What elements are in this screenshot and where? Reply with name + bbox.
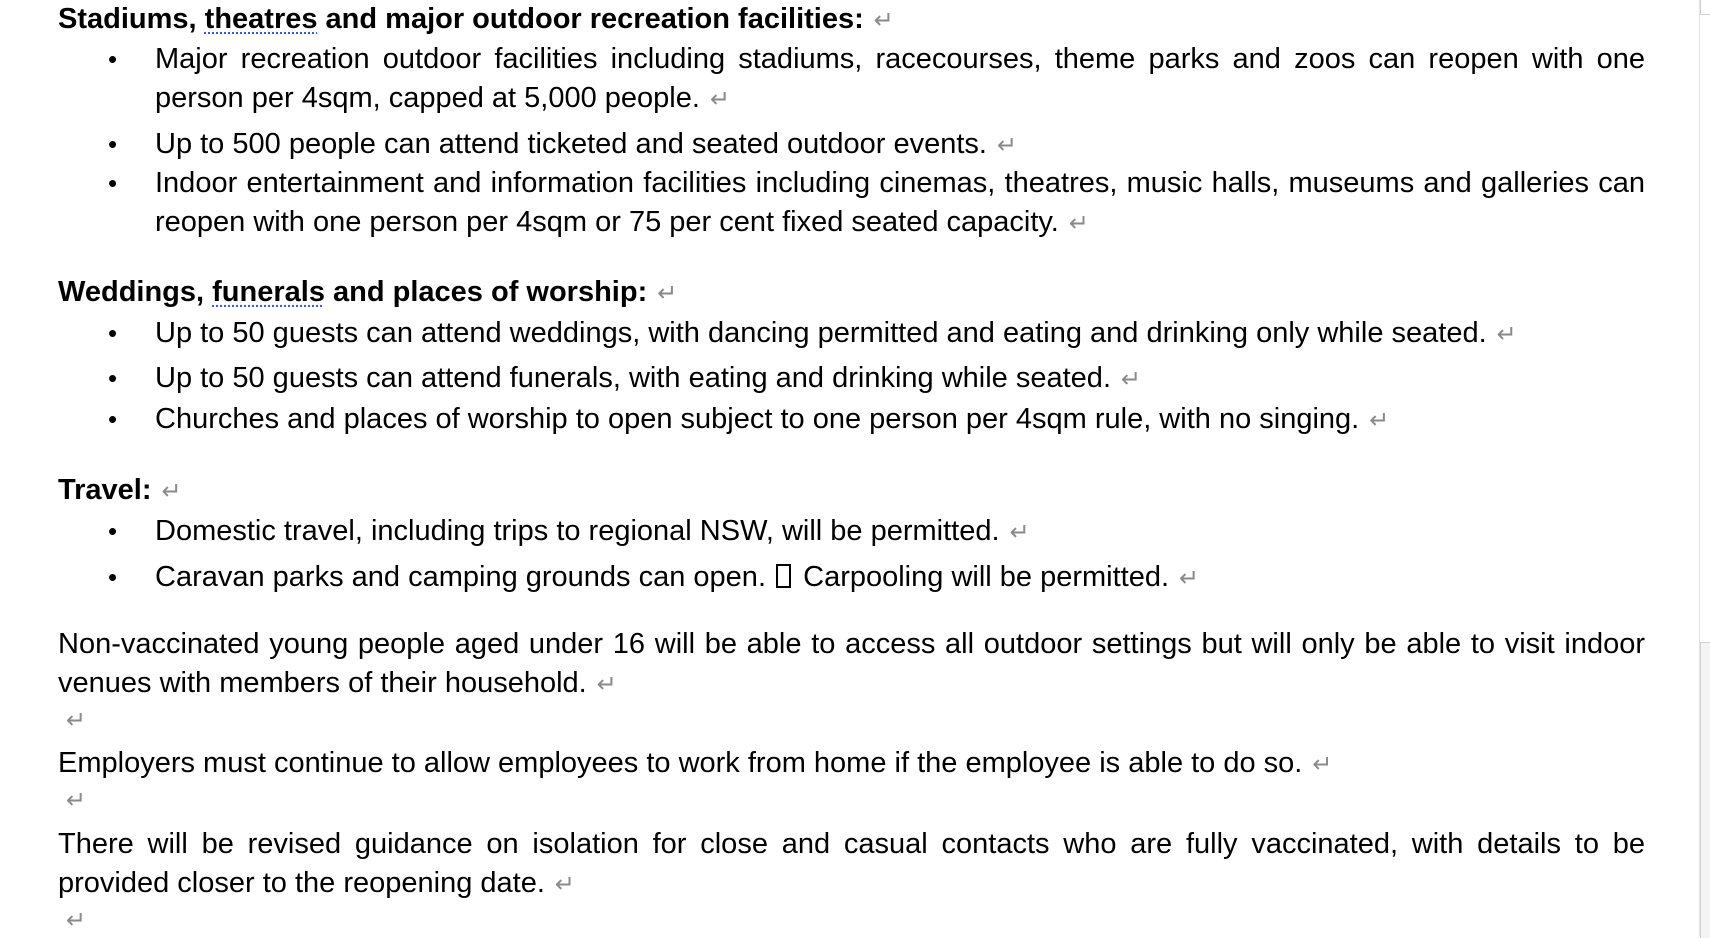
body-paragraph: [58, 744, 1645, 784]
paragraph-mark-icon: ↵: [873, 6, 894, 34]
paragraph-text: There will be revised guidance on isolation for close and casual contacts who are fully vaccinated, with details to be provided closer to the reopening date.: [58, 828, 1645, 899]
bullet-icon: •: [108, 516, 118, 546]
list-item-text: Domestic travel, including trips to regional NSW, will be permitted.: [155, 515, 1000, 547]
list-item-text: Up to 50 guests can attend weddings, with dancing permitted and eating and drinking only while seated.: [155, 317, 1487, 349]
bullet-icon: •: [108, 562, 118, 592]
list-item-text: Caravan parks and camping grounds can open.: [155, 561, 766, 593]
list-item-text: Indoor entertainment and information facilities including cinemas, theatres, music halls, museums and galleries can reopen with one person per 4sqm or 75 per cent fixed seated capacity.: [155, 167, 1645, 238]
spellcheck-flagged-word[interactable]: theatres: [204, 3, 318, 35]
body-paragraph: [58, 825, 1645, 904]
paragraph-mark-icon: ↵: [1179, 564, 1200, 592]
list-item-text: Major recreation outdoor facilities including stadiums, racecourses, theme parks and zoos can reopen with one person per 4sqm, capped at 5,000 people.: [155, 43, 1645, 114]
paragraph-mark-icon: ↵: [1121, 365, 1142, 393]
paragraph-text: Non-vaccinated young people aged under 16 will be able to access all outdoor settings but will only be able to visit indoor venues with members of their household.: [58, 628, 1645, 699]
paragraph-mark-icon: ↵: [1068, 209, 1089, 237]
body-paragraph: [58, 625, 1645, 704]
list-item: [100, 558, 1645, 598]
list-item: [100, 164, 1645, 243]
empty-paragraph-mark-icon: ↵: [66, 706, 87, 734]
paragraph-mark-icon: ↵: [709, 85, 731, 113]
list-item-text: Churches and places of worship to open subject to one person per 4sqm rule, with no singing.: [155, 403, 1360, 435]
bullet-icon: •: [108, 129, 118, 159]
list-item: [100, 40, 1645, 119]
section-heading-weddings: [58, 274, 677, 311]
scrollbar-thumb[interactable]: [1700, 642, 1710, 938]
spellcheck-flagged-word[interactable]: funerals: [212, 276, 325, 308]
paragraph-mark-icon: ↵: [657, 279, 678, 307]
list-item-text: Carpooling will be permitted.: [803, 561, 1170, 593]
section-heading-stadiums: [58, 1, 894, 38]
heading-text: Weddings,: [58, 276, 213, 308]
heading-text: and major outdoor recreation facilities:: [317, 3, 864, 35]
paragraph-mark-icon: ↵: [596, 670, 617, 698]
bullet-icon: •: [108, 404, 118, 434]
list-item: [100, 314, 1645, 354]
list-item: [100, 512, 1645, 552]
vertical-scrollbar[interactable]: [1699, 0, 1710, 937]
list-item-text: Up to 50 guests can attend funerals, with eating and drinking while seated.: [155, 362, 1111, 394]
paragraph-mark-icon: ↵: [1312, 750, 1333, 778]
paragraph-mark-icon: ↵: [1496, 320, 1517, 348]
bullet-icon: •: [108, 44, 118, 74]
heading-text: Stadiums,: [58, 3, 205, 35]
list-item: [100, 400, 1645, 440]
paragraph-mark-icon: ↵: [1369, 406, 1390, 434]
list-item-text: Up to 500 people can attend ticketed and seated outdoor events.: [155, 128, 987, 160]
empty-paragraph-mark-icon: ↵: [66, 786, 87, 814]
section-heading-travel: [58, 472, 182, 509]
missing-glyph-box-icon: [776, 564, 791, 588]
heading-text: Travel:: [58, 474, 152, 506]
heading-text: and places of worship:: [324, 276, 648, 308]
bullet-icon: •: [108, 168, 118, 198]
paragraph-text: Employers must continue to allow employees to work from home if the employee is able to do so.: [58, 747, 1303, 779]
empty-paragraph-mark-icon: ↵: [66, 906, 87, 934]
bullet-icon: •: [108, 363, 118, 393]
bullet-icon: •: [108, 318, 118, 348]
paragraph-mark-icon: ↵: [554, 870, 575, 898]
list-item: [100, 359, 1645, 399]
list-item: [100, 125, 1645, 165]
scrollbar-top-cap: [1700, 0, 1710, 15]
paragraph-mark-icon: ↵: [996, 131, 1018, 159]
paragraph-mark-icon: ↵: [161, 477, 182, 505]
paragraph-mark-icon: ↵: [1009, 518, 1030, 546]
